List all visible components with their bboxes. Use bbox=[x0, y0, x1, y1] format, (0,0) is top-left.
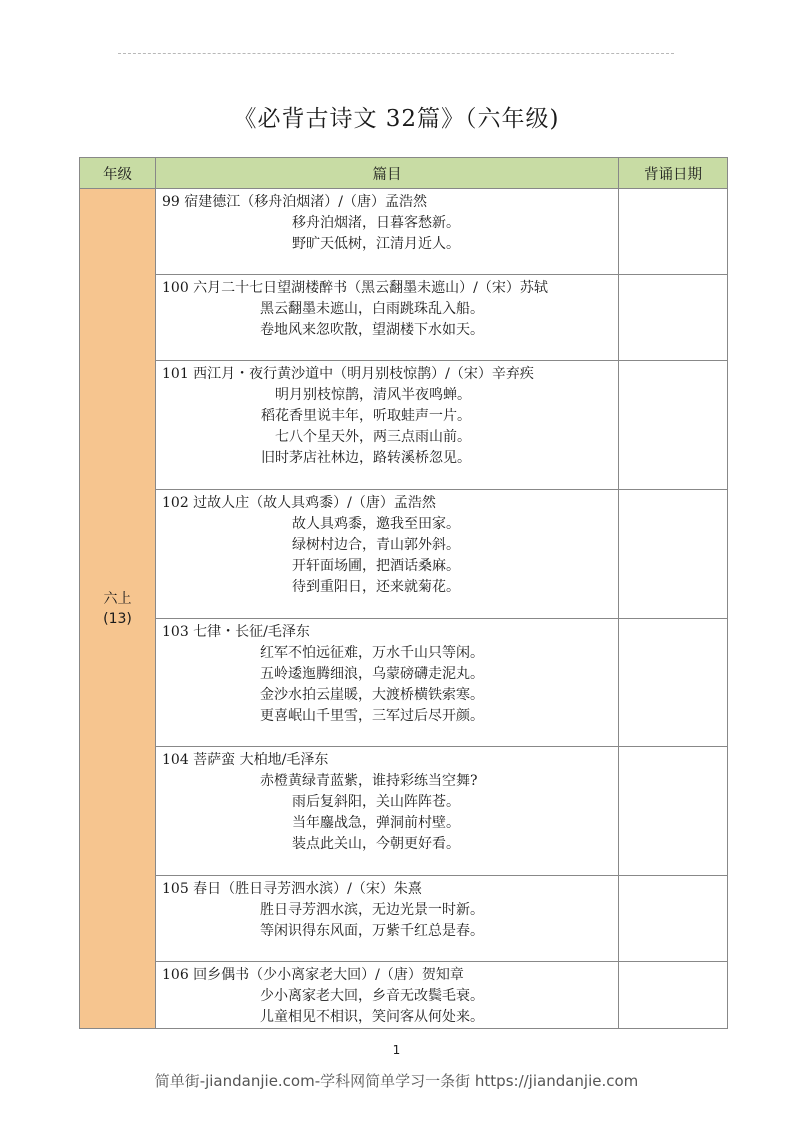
poem-table bbox=[79, 157, 728, 1029]
grade-column-header: 年级 bbox=[80, 158, 156, 189]
poem-cell bbox=[156, 275, 619, 361]
poem-heading: 100 六月二十七日望湖楼醉书（黑云翻墨未遮山）/（宋）苏轼 bbox=[162, 280, 548, 296]
recite-date-cell[interactable] bbox=[619, 619, 728, 747]
poem-verse-line: 少小离家老大回，乡音无改鬓毛衰。 bbox=[260, 988, 484, 1004]
poem-cell bbox=[156, 490, 619, 619]
table-header-row bbox=[80, 158, 728, 189]
poem-verse-line: 待到重阳日，还来就菊花。 bbox=[292, 579, 460, 595]
poem-cell bbox=[156, 361, 619, 490]
recite-date-cell[interactable] bbox=[619, 876, 728, 962]
recite-date-cell[interactable] bbox=[619, 275, 728, 361]
poem-heading: 106 回乡偶书（少小离家老大回）/（唐）贺知章 bbox=[162, 967, 464, 983]
poem-verse-line: 明月别枝惊鹊，清风半夜鸣蝉。 bbox=[275, 387, 471, 403]
poem-row bbox=[80, 619, 728, 747]
poem-verse-line: 装点此关山，今朝更好看。 bbox=[292, 836, 460, 852]
poem-verse-line: 赤橙黄绿青蓝紫，谁持彩练当空舞? bbox=[260, 773, 478, 789]
poem-cell bbox=[156, 962, 619, 1029]
poem-verse-line: 移舟泊烟渚，日暮客愁新。 bbox=[292, 215, 460, 231]
footer-text: 简单街-jiandanjie.com-学科网简单学习一条街 https://jiandanjie.com bbox=[154, 1072, 639, 1090]
poem-heading: 103 七律・长征/毛泽东 bbox=[162, 624, 310, 640]
poem-column-header: 篇目 bbox=[156, 158, 619, 189]
poem-heading: 99 宿建德江（移舟泊烟渚）/（唐）孟浩然 bbox=[162, 194, 427, 210]
page-number: 1 bbox=[392, 1043, 401, 1057]
date-column-header: 背诵日期 bbox=[619, 158, 728, 189]
page-title: 《必背古诗文 32篇》（六年级) bbox=[233, 106, 560, 132]
poem-row bbox=[80, 490, 728, 619]
recite-date-cell[interactable] bbox=[619, 747, 728, 876]
poem-verse-line: 野旷天低树，江清月近人。 bbox=[292, 236, 460, 252]
poem-row bbox=[80, 361, 728, 490]
grade-count: (13) bbox=[103, 610, 132, 627]
poem-row bbox=[80, 747, 728, 876]
poem-row bbox=[80, 189, 728, 275]
poem-verse-line: 卷地风来忽吹散，望湖楼下水如天。 bbox=[260, 322, 484, 338]
poem-verse-line: 当年鏖战急，弹洞前村壁。 bbox=[292, 815, 460, 831]
poem-verse-line: 等闲识得东风面，万紫千红总是春。 bbox=[260, 923, 484, 939]
poem-verse-line: 更喜岷山千里雪，三军过后尽开颜。 bbox=[260, 708, 484, 724]
poem-verse-line: 旧时茅店社林边，路转溪桥忽见。 bbox=[261, 450, 471, 466]
poem-verse-line: 稻花香里说丰年，听取蛙声一片。 bbox=[261, 408, 471, 424]
header-divider bbox=[118, 53, 674, 54]
poem-verse-line: 红军不怕远征难，万水千山只等闲。 bbox=[260, 645, 484, 661]
poem-verse-line: 五岭逶迤腾细浪，乌蒙磅礴走泥丸。 bbox=[260, 666, 484, 682]
poem-verse-line: 儿童相见不相识，笑问客从何处来。 bbox=[260, 1009, 484, 1025]
poem-verse-line: 胜日寻芳泗水滨，无边光景一时新。 bbox=[260, 902, 484, 918]
poem-verse-line: 开轩面场圃，把酒话桑麻。 bbox=[292, 558, 460, 574]
poem-verse-line: 绿树村边合，青山郭外斜。 bbox=[292, 537, 460, 553]
poem-heading: 101 西江月・夜行黄沙道中（明月别枝惊鹊）/（宋）辛弃疾 bbox=[162, 366, 534, 382]
poem-verse-line: 雨后复斜阳，关山阵阵苍。 bbox=[292, 794, 460, 810]
grade-label: 六上 bbox=[103, 590, 132, 607]
poem-heading: 105 春日（胜日寻芳泗水滨）/（宋）朱熹 bbox=[162, 881, 422, 897]
poem-row bbox=[80, 275, 728, 361]
poem-heading: 104 菩萨蛮 大柏地/毛泽东 bbox=[162, 752, 329, 768]
poem-row bbox=[80, 962, 728, 1029]
poem-cell bbox=[156, 189, 619, 275]
poem-cell bbox=[156, 876, 619, 962]
grade-cell bbox=[80, 189, 156, 1029]
poem-heading: 102 过故人庄（故人具鸡黍）/（唐）孟浩然 bbox=[162, 495, 436, 511]
poem-verse-line: 金沙水拍云崖暖，大渡桥横铁索寒。 bbox=[260, 687, 484, 703]
poem-verse-line: 黑云翻墨未遮山，白雨跳珠乱入船。 bbox=[260, 301, 484, 317]
recite-date-cell[interactable] bbox=[619, 189, 728, 275]
poem-cell bbox=[156, 619, 619, 747]
recite-date-cell[interactable] bbox=[619, 490, 728, 619]
poem-verse-line: 七八个星天外，两三点雨山前。 bbox=[275, 429, 471, 445]
poem-row bbox=[80, 876, 728, 962]
recite-date-cell[interactable] bbox=[619, 361, 728, 490]
recite-date-cell[interactable] bbox=[619, 962, 728, 1029]
poem-verse-line: 故人具鸡黍，邀我至田家。 bbox=[292, 516, 460, 532]
poem-cell bbox=[156, 747, 619, 876]
